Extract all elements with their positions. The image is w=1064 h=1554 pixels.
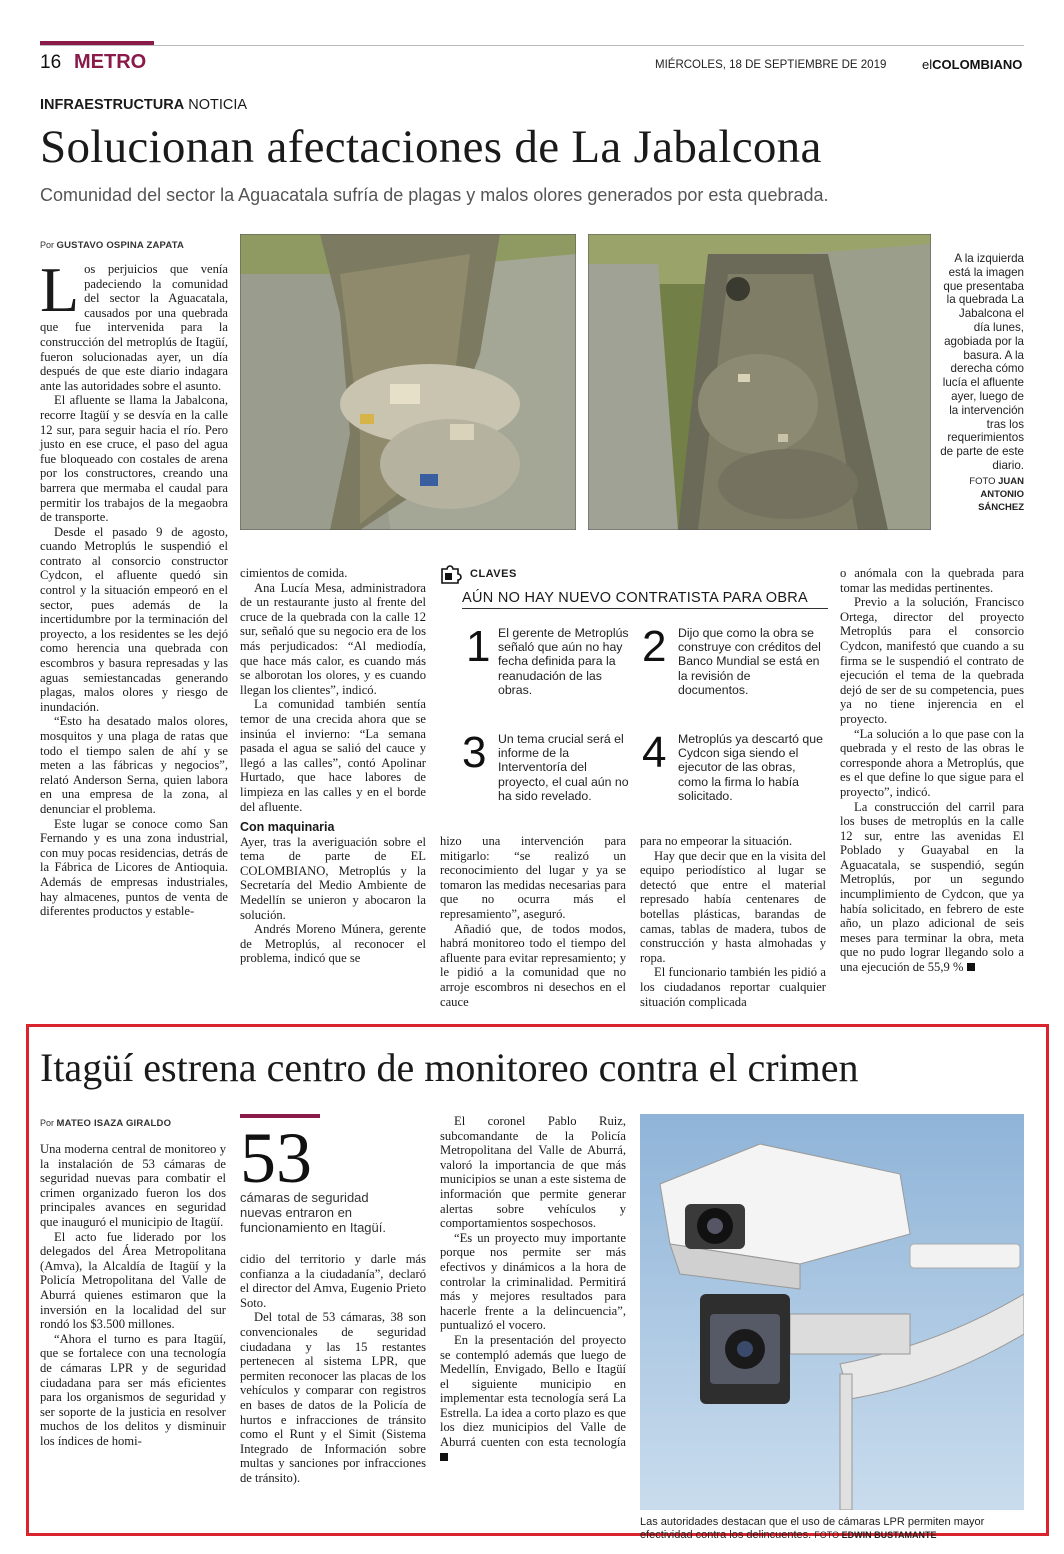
article1-column-4 <box>640 834 826 1009</box>
kicker-type: NOTICIA <box>188 97 248 113</box>
article2-column-3 <box>440 1114 626 1464</box>
article2-photo-caption: Las autoridades destacan que el uso de cámaras LPR permiten mayor efectividad contra los delincuentes. FOTO EDWIN BUSTAMANTE <box>640 1516 985 1541</box>
paragraph: La construcción del carril para los buses de metroplús en la calle 12 sur, entre las avenidas El Poblado y Guayabal en la Aguacatala, se suspendió, según Metroplús, por un segundo incumplimiento de Cydcon, que ya había solicitado, en febrero de este año, un plazo adicional de seis meses para terminar la obra, meta que no pudo lograr llegando solo a una ejecución de 55,9 % <box>840 799 1024 975</box>
claves-item-text: Un tema crucial será el informe de la Interventoría del proyecto, el cual aún no ha sido revelado. <box>498 732 629 803</box>
claves-item <box>642 622 828 702</box>
photo-credit: FOTO EDWIN BUSTAMANTE <box>814 1530 937 1540</box>
page-number: 16 <box>40 52 62 73</box>
claves-item-text: Dijo que como la obra se construye con créditos del Banco Mundial se está en la revisión de documentos. <box>678 626 821 697</box>
brand <box>922 57 1022 72</box>
article1-column-3 <box>440 834 626 1009</box>
byline-prefix: Por <box>40 240 55 250</box>
claves-item-number: 1 <box>466 622 491 671</box>
paragraph: Del total de 53 cámaras, 38 son convencionales de seguridad ciudadana y las 15 restantes pertenecen al sistema LPR, que permiten reconocer las placas de los vehículos y comparar con registros en bases de datos de la Policía de hurtos e infracciones de tránsito como el Runt y el Simit (Sistema Integrado de Información sobre multas y sanciones por infracciones de tránsito). <box>240 1310 426 1485</box>
article-subtitle: Comunidad del sector la Aguacatala sufría de plagas y malos olores generados por esta quebrada. <box>40 185 829 205</box>
claves-label: CLAVES <box>470 568 517 580</box>
paragraph: “Esto ha desatado malos olores, mosquitos y una plaga de ratas que todo el tiempo salen de ahí y se meten a las fábricas y negocios”, relató Anderson Serna, quien labora en una empresa de la zona, al denunciar el problema. <box>40 714 228 816</box>
paragraph: En la presentación del proyecto se contempló además que luego de Medellín, Envigado, Bello e Itagüí el siguiente municipio en implementar esta tecnología será La Estrella. La idea a corto plazo es que los diez municipios del Valle de Aburrá cuenten con esta tecnología <box>440 1333 626 1464</box>
paragraph: hizo una intervención para mitigarlo: “se realizó un reconocimiento del lugar y ya se tomaron las medidas necesarias para que no ocurra más el represamiento”, aseguró. <box>440 834 626 921</box>
claves-title: AÚN NO HAY NUEVO CONTRATISTA PARA OBRA <box>462 590 809 606</box>
paragraph: El coronel Pablo Ruiz, subcomandante de la Policía Metropolitana del Valle de Aburrá, valoró la importancia de que más municipios se unan a este sistema de información que permite generar alertas sobre vehículos y comportamientos sospechosos. <box>440 1114 626 1231</box>
drop-cap: L <box>40 254 80 325</box>
paragraph: para no empeorar la situación. <box>640 834 793 848</box>
paragraph: o anómala con la quebrada para tomar las medidas pertinentes. <box>840 566 1024 595</box>
claves-item <box>462 622 642 702</box>
puzzle-icon <box>440 564 462 584</box>
claves-item <box>642 728 828 808</box>
stat-number: 53 <box>240 1118 312 1198</box>
creek-after-image <box>588 234 931 530</box>
end-mark <box>967 963 975 971</box>
issue-date: MIÉRCOLES, 18 DE SEPTIEMBRE DE 2019 <box>655 59 887 71</box>
paragraph: Andrés Moreno Múnera, gerente de Metroplús, al reconocer el problema, indicó que se <box>240 922 426 966</box>
creek-before-image <box>240 234 576 530</box>
paragraph: El acto fue liderado por los delegados del Área Metropolitana (Amva), la Alcaldía de Itagüí y la Policía Metropolitana del Valle de Aburrá quienes estimaron que la inversión en la localidad del sur rondó los $3.500 millones. <box>40 1229 226 1332</box>
security-camera-image <box>640 1114 1024 1510</box>
photo-credit: FOTO JUAN ANTONIO SÁNCHEZ <box>969 475 1024 513</box>
article2-title: Itagüí estrena centro de monitoreo contra el crimen <box>40 1045 859 1090</box>
article1-column-2 <box>240 566 426 966</box>
photo-creek-after <box>588 234 931 530</box>
lead-paragraph: Los perjuicios que venía padeciendo la comunidad del sector la Aguacatala, causados por una quebrada que fue intervenida para la construcción del metroplús de Itagüí, fueron solucionadas ayer, un día después de que este diario indagara ante las autoridades sobre el asunto. <box>40 254 228 393</box>
subhead: Con maquinaria <box>240 820 335 835</box>
article2-column-2 <box>240 1252 426 1486</box>
paragraph: El funcionario también les pidió a los ciudadanos reportar cualquier situación complicada <box>640 965 826 1009</box>
section-label: METRO <box>74 51 147 73</box>
claves-item <box>462 728 642 808</box>
brand-prefix: el <box>922 57 933 72</box>
paragraph: Desde el pasado 9 de agosto, cuando Metroplús le suspendió el contrato al consorcio constructor Cydcon, el afluente quedó sin control y la situación empeoró en el sector, pues además de la incertidumbre por la terminación del proyecto, a los residentes se les dejó como herencia una quebrada con escombros y basura represadas y las aguas semiestancadas generando plagas, malos olores y riesgo de inundación. <box>40 524 228 714</box>
claves-icon <box>440 564 462 584</box>
brand-name: COLOMBIANO <box>932 57 1023 72</box>
byline-prefix: Por <box>40 1118 55 1128</box>
claves-item-number: 4 <box>642 728 667 777</box>
paragraph: cidio del territorio y darle más confianza a la ciudadanía”, declaró el director del Amva, Eugenio Prieto Soto. <box>240 1252 426 1310</box>
article2-column-1 <box>40 1142 226 1448</box>
kicker-section: INFRAESTRUCTURA <box>40 97 185 113</box>
paragraph: Ayer, tras la averiguación sobre el tema de parte de EL COLOMBIANO, Metroplús y la Secretaría del Medio Ambiente de Medellín se unieron y abocaron la solución. <box>240 834 426 922</box>
article1-column-5 <box>840 566 1024 975</box>
paragraph: Este lugar se conoce como San Fernando y es una zona industrial, con muy pocas residencias, detrás de la Fábrica de Licores de Antioquia. Además de empresas industriales, hay almacenes, puntos de venta de diferentes productos y estable- <box>40 816 228 919</box>
paragraph: La comunidad también sentía temor de una crecida ahora que se insinúa el invierno: “La semana pasada el agua se salió del cauce y llegó a las calles”, contó Apolinar Hurtado, que hace labores de limpieza en las calles y en el borde del afluente. <box>240 697 426 814</box>
paragraph: “Ahora el turno es para Itagüí, que se fortalece con una tecnología de cámaras LPR y de seguridad ciudadana para ser más eficientes para los organismos de seguridad y ser soporte de la justicia en resolver muchos de los delitos y disminuir los índices de homi- <box>40 1331 226 1448</box>
paragraph: Hay que decir que en la visita del equipo periodístico al lugar se detectó que entre el material represado había centenares de botellas plásticas, barandas de camas, tablas de madera, tubos de construcción y hasta almohadas y ropa. <box>640 848 826 965</box>
byline-author: GUSTAVO OSPINA ZAPATA <box>56 240 185 251</box>
claves-item-text: Metroplús ya descartó que Cydcon siga siendo el ejecutor de las obras, como la firma lo había solicitado. <box>678 732 823 803</box>
article1-column-1 <box>40 254 228 919</box>
photo-security-camera <box>640 1114 1024 1510</box>
byline-author: MATEO ISAZA GIRALDO <box>56 1118 172 1129</box>
stat-text: cámaras de seguridad nuevas entraron en funcionamiento en Itagüí. <box>240 1190 386 1235</box>
paragraph: cimientos de comida. <box>240 566 348 580</box>
paragraph: Una moderna central de monitoreo y la instalación de 53 cámaras de seguridad nuevas para combatir el crimen organizado fueron los dos principales avances en seguridad que inauguró el municipio de Itagüí. <box>40 1142 226 1229</box>
paragraph: Ana Lucía Mesa, administradora de un restaurante justo al frente del cruce de la quebrada con la calle 12 sur, señaló que su negocio era de los más perjudicados: “Al mediodía, que hace más calor, es cuando más se alborotan los olores, y es cuando llegan los clientes”, indicó. <box>240 580 426 697</box>
claves-title-rule <box>462 608 828 609</box>
claves-item-number: 2 <box>642 622 667 671</box>
end-mark <box>440 1453 448 1461</box>
article-kicker <box>40 97 247 113</box>
header-rule <box>40 45 1024 46</box>
paragraph: El afluente se llama la Jabalcona, recorre Itagüí y se desvía en la calle 12 sur, para seguir hacia el río. Pero justo en ese cruce, el paso del agua fue bloqueado con costales de arena por los constructores, creando una barrera que mermaba el caudal para permitir los trabajos de la megaobra de transporte. <box>40 393 228 525</box>
photo-creek-before <box>240 234 576 530</box>
article2-byline <box>40 1118 171 1129</box>
claves-item-text: El gerente de Metroplús señaló que aún no hay fecha definida para la reanudación de las obras. <box>498 626 629 697</box>
claves-item-number: 3 <box>462 728 487 777</box>
paragraph: “Es un proyecto muy importante porque nos permite ser más efectivos y dinámicos a la hora de controlar la criminalidad. Permitirá más y mejores resultados para hacerle frente a la delincuencia”, puntualizó el vocero. <box>440 1230 626 1333</box>
paragraph: “La solución a lo que pase con la quebrada y el resto de las obras le corresponde ahora a Metroplús, que es el que define lo que sigue para el proyecto”, indicó. <box>840 726 1024 799</box>
article-title: Solucionan afectaciones de La Jabalcona <box>40 121 822 173</box>
photo-caption: A la izquierda está la imagen que presentaba la quebrada La Jabalcona el día lunes, agobiada por la basura. A la derecha cómo lucía el afluente ayer, luego de la intervención tras los requerimientos de parte de este diario. FOTO JUAN ANTONIO SÁNCHEZ <box>940 252 1024 513</box>
claves-box <box>440 562 828 820</box>
byline <box>40 240 184 251</box>
paragraph: Añadió que, de todos modos, habrá monitoreo todo el tiempo del afluente para evitar represamiento; y le pidió a la comunidad que no arroje escombros ni desechos en el cauce <box>440 921 626 1009</box>
paragraph: Previo a la solución, Francisco Ortega, director del proyecto Metroplús para el consorcio Cydcon, manifestó que cuando a su firma se le suspendió el contrato de ejecución el tema de la quebrada dejó de ser de su competencia, pues ya no tiene injerencia en el proyecto. <box>840 595 1024 726</box>
